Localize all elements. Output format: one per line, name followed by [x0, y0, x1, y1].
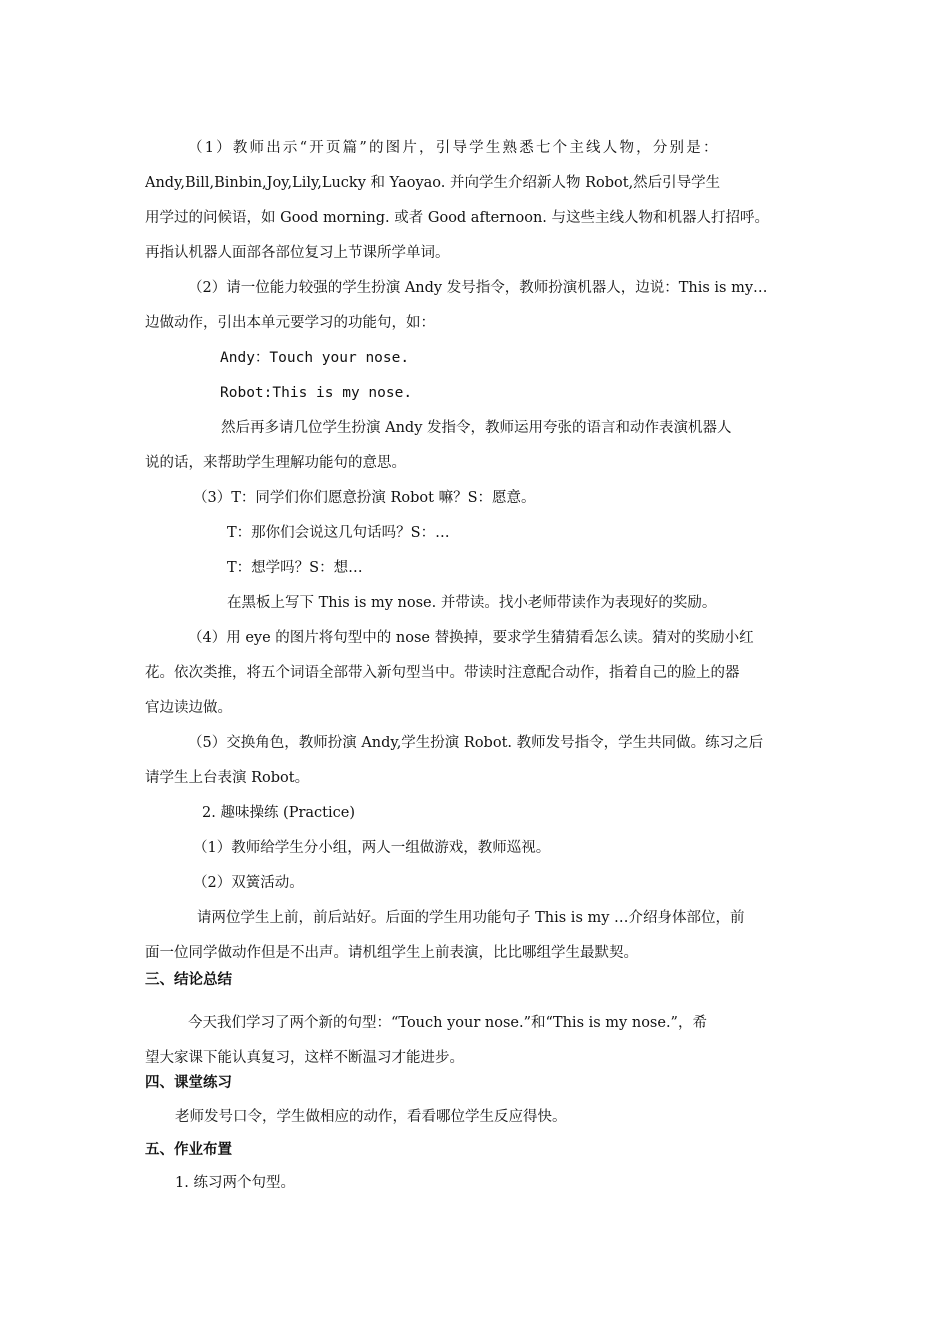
paragraph-line: 官边读边做。	[145, 700, 232, 716]
paragraph-line: （2）双簧活动。	[193, 875, 304, 891]
paragraph-line: （2）请一位能力较强的学生扮演 Andy 发号指令，教师扮演机器人，边说：This is my…	[188, 280, 768, 296]
paragraph-line: 请两位学生上前，前后站好。后面的学生用功能句子 This is my …介绍身体部位，前	[197, 910, 745, 926]
paragraph-line: 面一位同学做动作但是不出声。请机组学生上前表演，比比哪组学生最默契。	[145, 945, 638, 961]
paragraph-line: （1）教师出示“开页篇”的图片，引导学生熟悉七个主线人物，分别是：	[188, 140, 720, 156]
dialogue-line: Robot:This is my nose.	[220, 385, 413, 401]
paragraph-line: 边做动作，引出本单元要学习的功能句，如：	[145, 315, 435, 331]
section-heading-homework: 五、作业布置	[145, 1142, 232, 1158]
section-heading-conclusion: 三、结论总结	[145, 972, 232, 988]
paragraph-line: 今天我们学习了两个新的句型：“Touch your nose.”和“This is my nose.”，希	[188, 1015, 707, 1031]
paragraph-line: 说的话，来帮助学生理解功能句的意思。	[145, 455, 406, 471]
paragraph-line: 在黑板上写下 This is my nose. 并带读。找小老师带读作为表现好的奖励。	[227, 595, 717, 611]
paragraph-line: （3）T：同学们你们愿意扮演 Robot 嘛？S：愿意。	[193, 490, 536, 506]
paragraph-line: 再指认机器人面部各部位复习上节课所学单词。	[145, 245, 450, 261]
paragraph-line: 老师发号口令，学生做相应的动作，看看哪位学生反应得快。	[175, 1109, 567, 1125]
paragraph-line: Andy,Bill,Binbin,Joy,Lily,Lucky 和 Yaoyao. 并向学生介绍新人物 Robot,然后引导学生	[145, 175, 721, 191]
paragraph-line: （4）用 eye 的图片将句型中的 nose 替换掉，要求学生猜猜看怎么读。猜对的奖励小红	[188, 630, 754, 646]
paragraph-line: T：想学吗？S：想…	[227, 560, 363, 576]
paragraph-line: 请学生上台表演 Robot。	[145, 770, 310, 786]
dialogue-line: Andy：Touch your nose.	[220, 350, 410, 366]
paragraph-line: 用学过的问候语，如 Good morning. 或者 Good afternoon. 与这些主线人物和机器人打招呼。	[145, 210, 770, 226]
paragraph-line: 花。依次类推，将五个词语全部带入新句型当中。带读时注意配合动作，指着自己的脸上的器	[145, 665, 740, 681]
paragraph-line: （5）交换角色，教师扮演 Andy,学生扮演 Robot. 教师发号指令，学生共同做。练习之后	[188, 735, 764, 751]
subsection-title: 2. 趣味操练 (Practice)	[202, 805, 355, 821]
paragraph-line: 然后再多请几位学生扮演 Andy 发指令，教师运用夸张的语言和动作表演机器人	[221, 420, 732, 436]
paragraph-line: T：那你们会说这几句话吗？S：…	[227, 525, 450, 541]
paragraph-line: （1）教师给学生分小组，两人一组做游戏，教师巡视。	[193, 840, 551, 856]
section-heading-practice: 四、课堂练习	[145, 1075, 232, 1091]
paragraph-line: 望大家课下能认真复习，这样不断温习才能进步。	[145, 1050, 464, 1066]
paragraph-line: 1. 练习两个句型。	[175, 1175, 295, 1191]
